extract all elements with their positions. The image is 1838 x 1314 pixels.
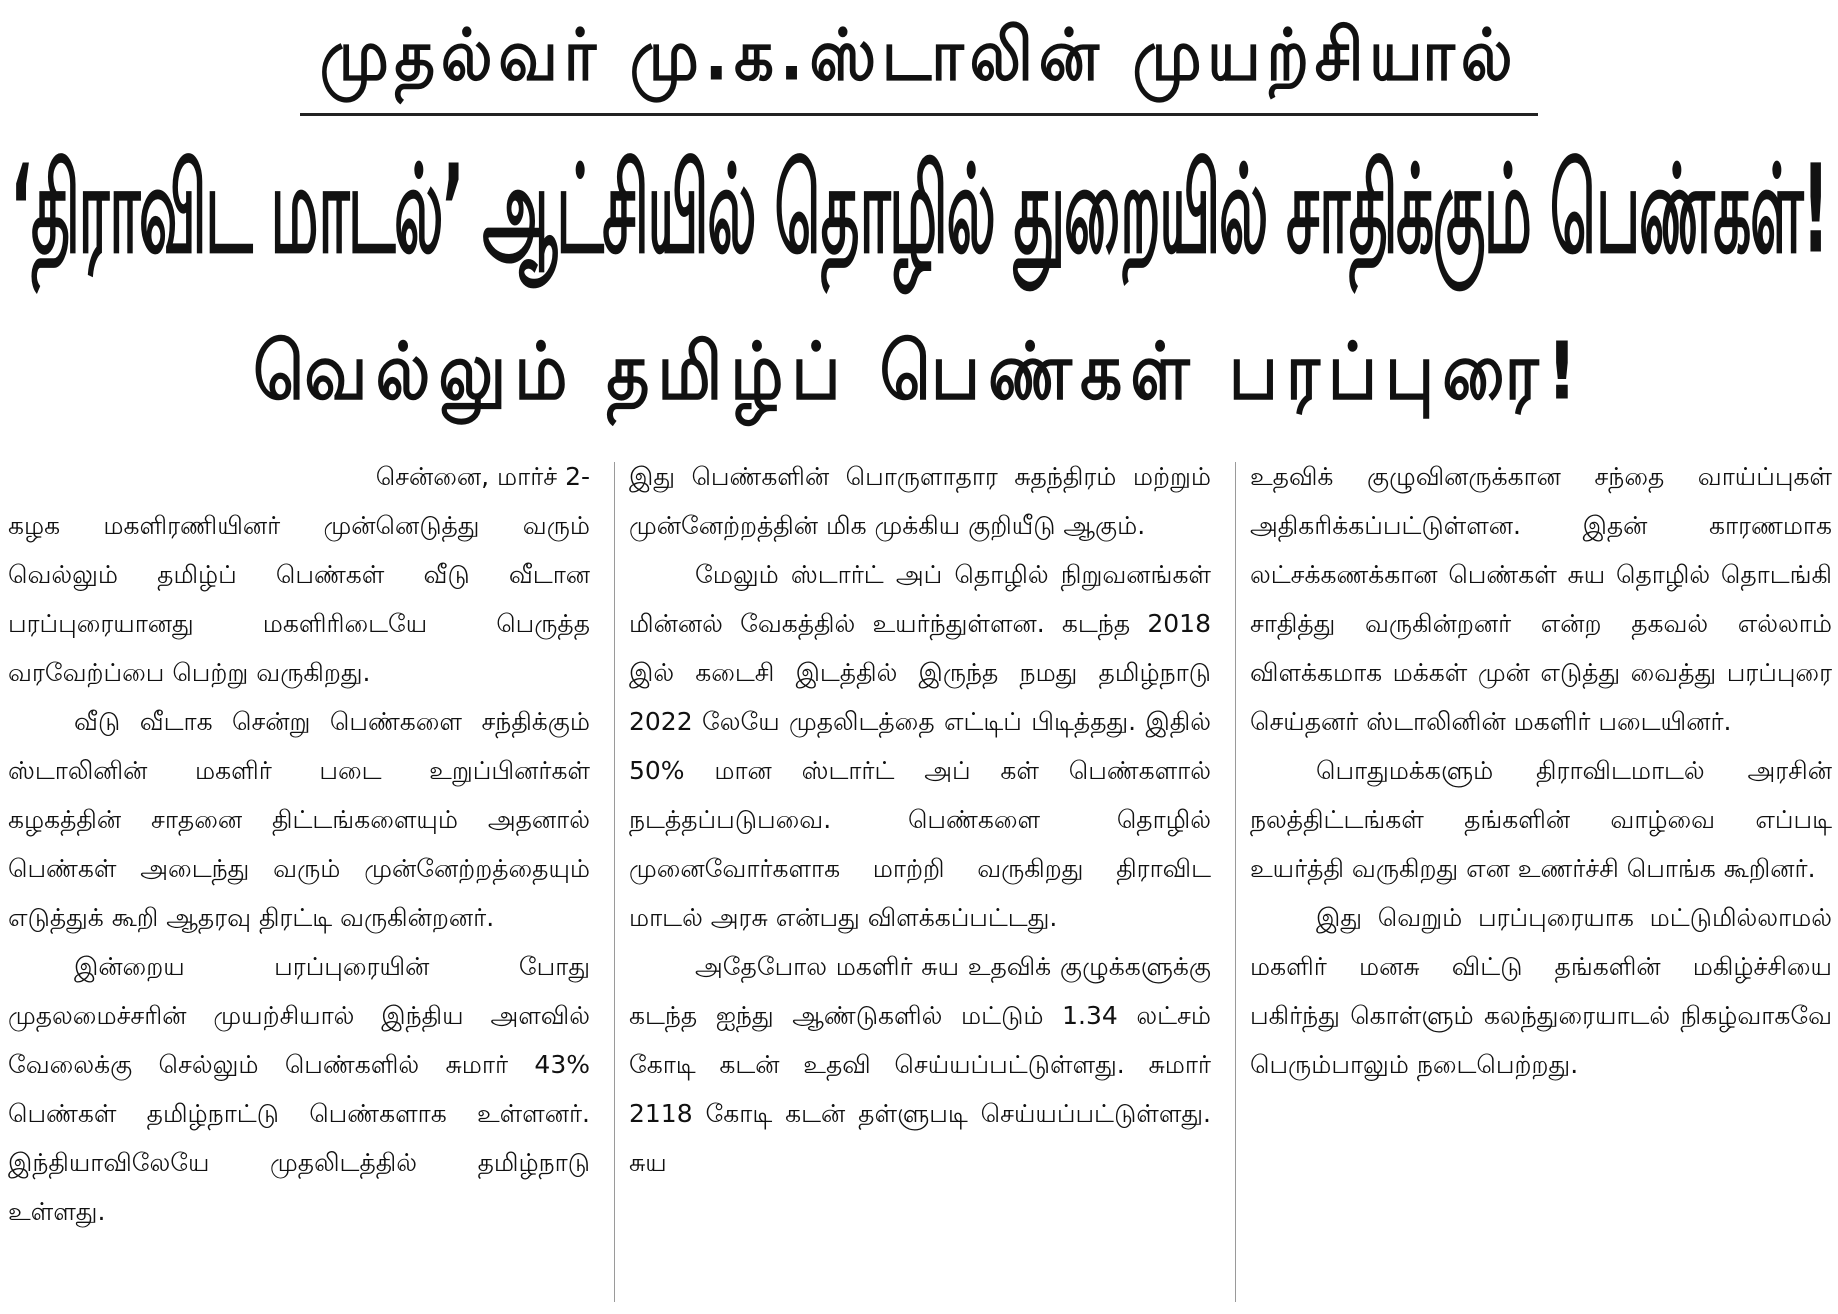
article-paragraph: வீடு வீடாக சென்று பெண்களை சந்திக்கும் ஸ்டாலினின் மகளிர் படை உறுப்பினர்கள் கழகத்தின் சாதனை திட்டங்களையும் அதனால் பெண்கள் அடைந்து வரும் முன்னேற்றத்தையும் எடுத்துக் கூறி ஆதரவு திரட்டி வருகின்றனர். (8, 707, 590, 932)
article-column-2 (629, 452, 1211, 1307)
article-paragraph: கழக மகளிரணியினர் முன்னெடுத்து வரும் வெல்லும் தமிழ்ப் பெண்கள் வீடு வீடான பரப்புரையானது மகளிரிடையே பெருத்த வரவேற்ப்பை பெற்று வருகிறது. (8, 511, 590, 687)
column-divider (614, 462, 615, 1302)
headline-kicker: முதல்வர் மு.க.ஸ்டாலின் முயற்சியால் (319, 12, 1519, 97)
main-headline: ‘திராவிட மாடல்’ ஆட்சியில் தொழில் துறையில் சாதிக்கும் பெண்கள்! (10, 137, 1828, 280)
article-columns (8, 452, 1830, 1307)
article-column-3 (1250, 452, 1832, 1307)
article-paragraph: இது வெறும் பரப்புரையாக மட்டுமில்லாமல் மகளிர் மனசு விட்டு தங்களின் மகிழ்ச்சியை பகிர்ந்து கொள்ளும் கலந்துரையாடல் நிகழ்வாகவே பெரும்பாலும் நடைபெற்றது. (1250, 903, 1832, 1079)
article-paragraph: உதவிக் குழுவினருக்கான சந்தை வாய்ப்புகள் அதிகரிக்கப்பட்டுள்ளன. இதன் காரணமாக லட்சக்கணக்கான பெண்கள் சுய தொழில் தொடங்கி சாதித்து வருகின்றனர் என்ற தகவல் எல்லாம் விளக்கமாக மக்கள் முன் எடுத்து வைத்து பரப்புரை செய்தனர் ஸ்டாலினின் மகளிர் படையினர். (1250, 462, 1832, 736)
article-column-1 (8, 452, 590, 1307)
headline-block (0, 0, 1838, 450)
sub-headline: வெல்லும் தமிழ்ப் பெண்கள் பரப்புரை! (253, 325, 1585, 418)
article-paragraph: இன்றைய பரப்புரையின் போது முதலமைச்சரின் முயற்சியால் இந்திய அளவில் வேலைக்கு செல்லும் பெண்களில் சுமார் 43% பெண்கள் தமிழ்நாட்டு பெண்களாக உள்ளனர். இந்தியாவிலேயே முதலிடத்தில் தமிழ்நாடு உள்ளது. (8, 952, 590, 1226)
dateline: சென்னை, மார்ச் 2- (375, 462, 590, 491)
article-paragraph: பொதுமக்களும் திராவிடமாடல் அரசின் நலத்திட்டங்கள் தங்களின் வாழ்வை எப்படி உயர்த்தி வருகிறது என உணர்ச்சி பொங்க கூறினர். (1250, 756, 1832, 883)
article-paragraph: மேலும் ஸ்டார்ட் அப் தொழில் நிறுவனங்கள் மின்னல் வேகத்தில் உயர்ந்துள்ளன. கடந்த 2018 இல் கடைசி இடத்தில் இருந்த நமது தமிழ்நாடு 2022 லேயே முதலிடத்தை எட்டிப் பிடித்தது. இதில் 50% மான ஸ்டார்ட் அப் கள் பெண்களால் நடத்தப்படுபவை. பெண்களை தொழில் முனைவோர்களாக மாற்றி வருகிறது திராவிட மாடல் அரசு என்பது விளக்கப்பட்டது. (629, 560, 1211, 932)
article-paragraph: இது பெண்களின் பொருளாதார சுதந்திரம் மற்றும் முன்னேற்றத்தின் மிக முக்கிய குறியீடு ஆகும். (629, 462, 1211, 540)
article-paragraph: அதேபோல மகளிர் சுய உதவிக் குழுக்களுக்கு கடந்த ஐந்து ஆண்டுகளில் மட்டும் 1.34 லட்சம் கோடி கடன் உதவி செய்யப்பட்டுள்ளது. சுமார் 2118 கோடி கடன் தள்ளுபடி செய்யப்பட்டுள்ளது. சுய (629, 952, 1211, 1177)
column-divider (1235, 462, 1236, 1302)
